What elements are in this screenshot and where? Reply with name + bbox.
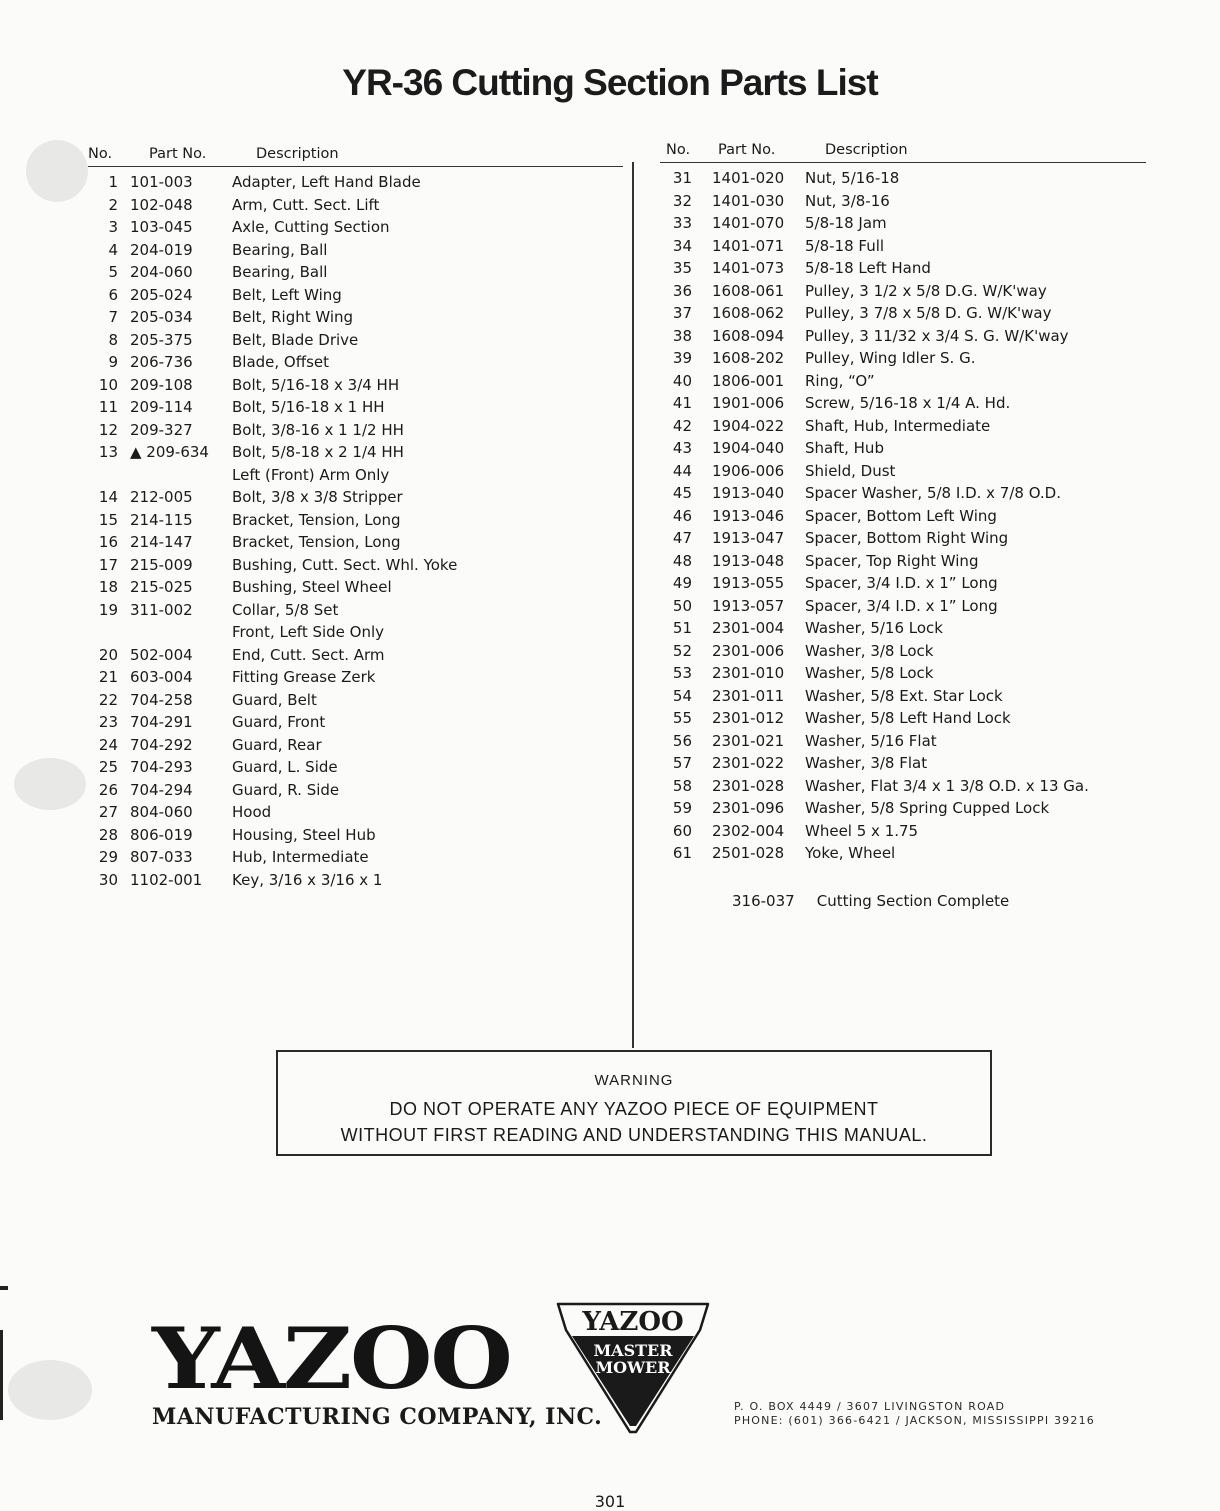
row-number: 1	[108, 173, 118, 191]
row-part-no: 1401-020	[712, 169, 785, 187]
row-part-no: 101-003	[130, 173, 193, 191]
row-number: 11	[98, 398, 118, 416]
row-description: Bearing, Ball	[232, 240, 328, 259]
row-part-no: 2301-028	[712, 776, 785, 795]
badge-line-2: MOWER	[595, 1358, 671, 1377]
table-row	[88, 533, 623, 556]
row-part-no: 603-004	[130, 668, 193, 686]
row-part-no: 2301-096	[712, 799, 785, 817]
row-description: Pulley, 3 7/8 x 5/8 D. G. W/K'way	[805, 304, 1052, 322]
row-number: 27	[98, 803, 118, 821]
binder-hole-middle	[14, 758, 86, 810]
page-title: YR-36 Cutting Section Parts List	[342, 62, 878, 103]
table-row	[88, 871, 623, 894]
row-part-no: 807-033	[130, 848, 193, 866]
row-part-no: 311-002	[130, 600, 193, 619]
complete-assembly-row	[732, 892, 1009, 910]
row-part-no: 1401-070	[712, 214, 785, 232]
table-row	[88, 466, 623, 489]
table-row	[660, 214, 1146, 237]
table-row	[660, 417, 1146, 440]
row-description: Bolt, 3/8-16 x 1 1/2 HH	[232, 420, 404, 439]
table-row	[660, 439, 1146, 462]
table-row	[660, 529, 1146, 552]
row-number: 10	[98, 375, 118, 394]
row-description: Spacer, Bottom Left Wing	[805, 506, 997, 525]
row-number: 31	[672, 169, 692, 187]
row-description: Spacer, Bottom Right Wing	[805, 529, 1009, 547]
row-number: 9	[108, 353, 118, 371]
row-description: Bolt, 5/16-18 x 1 HH	[232, 398, 385, 416]
row-description: Pulley, 3 11/32 x 3/4 S. G. W/K'way	[805, 326, 1069, 345]
row-number: 57	[672, 754, 692, 772]
row-description: Housing, Steel Hub	[232, 825, 376, 844]
row-description: Bolt, 3/8 x 3/8 Stripper	[232, 488, 403, 506]
header-no: No.	[666, 142, 691, 158]
row-part-no: 1401-071	[712, 236, 785, 255]
table-row	[88, 263, 623, 286]
header-part-no: Part No.	[718, 142, 776, 158]
row-part-no: 102-048	[130, 195, 193, 214]
table-row	[88, 691, 623, 714]
row-number: 26	[98, 780, 118, 799]
row-number: 50	[672, 596, 692, 615]
row-description: Washer, 5/8 Spring Cupped Lock	[805, 799, 1050, 817]
row-part-no: 1806-001	[712, 371, 785, 390]
row-part-no: 1608-202	[712, 349, 785, 367]
master-mower-badge	[550, 1300, 716, 1436]
table-row	[88, 578, 623, 601]
company-address	[734, 1400, 1095, 1428]
row-part-no: 215-025	[130, 578, 193, 596]
row-number: 13	[98, 443, 118, 461]
row-description: Washer, 3/8 Lock	[805, 641, 934, 660]
table-row	[88, 623, 623, 646]
row-part-no: 214-115	[130, 510, 193, 529]
table-row	[88, 556, 623, 579]
row-description: Shield, Dust	[805, 461, 896, 480]
table-row	[88, 398, 623, 421]
row-part-no: 209-114	[130, 398, 193, 416]
table-row	[660, 372, 1146, 395]
row-part-no: 204-060	[130, 263, 193, 281]
row-part-no: 1401-030	[712, 191, 785, 210]
table-row	[660, 822, 1146, 845]
row-part-no: 1906-006	[712, 461, 785, 480]
row-part-no: 1913-047	[712, 529, 785, 547]
row-part-no: 1904-040	[712, 439, 785, 457]
table-row	[660, 642, 1146, 665]
table-row	[660, 844, 1146, 867]
row-number: 40	[672, 371, 692, 390]
table-row	[88, 803, 623, 826]
row-number: 47	[672, 529, 692, 547]
address-line-2: PHONE: (601) 366-6421 / JACKSON, MISSISSIPPI 39216	[734, 1414, 1095, 1427]
table-row	[88, 286, 623, 309]
row-description: Bolt, 5/16-18 x 3/4 HH	[232, 375, 400, 394]
row-description: Shaft, Hub, Intermediate	[805, 416, 991, 435]
row-description: Spacer, Top Right Wing	[805, 551, 979, 570]
warning-line-1: DO NOT OPERATE ANY YAZOO PIECE OF EQUIPMENT	[389, 1099, 879, 1119]
row-description: Spacer, 3/4 I.D. x 1” Long	[805, 574, 998, 592]
table-row	[660, 507, 1146, 530]
row-number: 58	[672, 776, 692, 795]
row-description: Guard, R. Side	[232, 780, 340, 799]
table-row	[88, 308, 623, 331]
row-number: 28	[98, 825, 118, 844]
row-number: 53	[672, 664, 692, 682]
table-row	[660, 732, 1146, 755]
parts-table-left	[88, 146, 623, 893]
row-number: 25	[98, 758, 118, 776]
header-description: Description	[256, 146, 339, 162]
row-number: 2	[108, 195, 118, 214]
row-description: Shaft, Hub	[805, 439, 884, 457]
table-row	[660, 304, 1146, 327]
row-number: 55	[672, 709, 692, 727]
row-description: Spacer, 3/4 I.D. x 1” Long	[805, 596, 998, 615]
table-row	[660, 237, 1146, 260]
row-part-no: 206-736	[130, 353, 193, 371]
table-row	[88, 376, 623, 399]
row-part-no: 1608-094	[712, 326, 785, 345]
row-part-no: 205-034	[130, 308, 193, 326]
row-number: 56	[672, 731, 692, 750]
page-edge-mark	[0, 1330, 3, 1420]
row-description: Nut, 3/8-16	[805, 191, 890, 210]
table-row	[660, 619, 1146, 642]
row-description: Washer, 5/16 Flat	[805, 731, 937, 750]
row-description: Washer, 3/8 Flat	[805, 754, 928, 772]
row-description: 5/8-18 Full	[805, 236, 885, 255]
row-part-no: 704-258	[130, 690, 193, 709]
table-row	[88, 668, 623, 691]
row-part-no: 704-292	[130, 735, 193, 754]
header-no: No.	[88, 146, 113, 162]
row-part-no: 1913-048	[712, 551, 785, 570]
row-description: Bracket, Tension, Long	[232, 533, 401, 551]
row-description: Wheel 5 x 1.75	[805, 821, 919, 840]
row-number: 59	[672, 799, 692, 817]
row-part-no: 1904-022	[712, 416, 785, 435]
table-row	[88, 488, 623, 511]
row-part-no: 1608-062	[712, 304, 785, 322]
row-part-no: 209-327	[130, 420, 193, 439]
row-number: 17	[98, 555, 118, 574]
row-description: Collar, 5/8 Set	[232, 600, 339, 619]
row-part-no: 2301-012	[712, 709, 785, 727]
row-number: 8	[108, 330, 118, 349]
row-part-no: 1913-057	[712, 596, 785, 615]
row-number: 34	[672, 236, 692, 255]
row-description: Bearing, Ball	[232, 263, 328, 281]
table-row	[88, 353, 623, 376]
row-number: 45	[672, 484, 692, 502]
address-line-1: P. O. BOX 4449 / 3607 LIVINGSTON ROAD	[734, 1400, 1006, 1413]
table-row	[660, 552, 1146, 575]
row-description: Spacer Washer, 5/8 I.D. x 7/8 O.D.	[805, 484, 1061, 502]
table-row	[660, 799, 1146, 822]
row-description: Adapter, Left Hand Blade	[232, 173, 421, 191]
row-number: 51	[672, 619, 692, 637]
row-description: Ring, “O”	[805, 371, 875, 390]
table-row	[88, 781, 623, 804]
row-description: Washer, 5/16 Lock	[805, 619, 943, 637]
row-number: 39	[672, 349, 692, 367]
row-number: 29	[98, 848, 118, 866]
table-row	[88, 241, 623, 264]
parts-list-right	[660, 169, 1146, 867]
row-part-no: 704-294	[130, 780, 193, 799]
warning-heading: WARNING	[594, 1072, 674, 1089]
row-part-no: 212-005	[130, 488, 193, 506]
row-number: 37	[672, 304, 692, 322]
row-description: Hood	[232, 803, 272, 821]
row-number: 7	[108, 308, 118, 326]
page-number: 301	[594, 1492, 626, 1511]
row-description: Bracket, Tension, Long	[232, 510, 401, 529]
row-description: Key, 3/16 x 3/16 x 1	[232, 870, 383, 889]
row-part-no: ▲ 209-634	[130, 443, 209, 461]
row-number: 22	[98, 690, 118, 709]
row-part-no: 2301-011	[712, 686, 785, 705]
table-row	[88, 173, 623, 196]
table-row	[88, 848, 623, 871]
row-number: 24	[98, 735, 118, 754]
row-part-no: 215-009	[130, 555, 193, 574]
row-description: Bushing, Steel Wheel	[232, 578, 392, 596]
row-part-no: 2301-006	[712, 641, 785, 660]
row-description: Yoke, Wheel	[805, 844, 896, 862]
table-row	[660, 687, 1146, 710]
page-edge-mark	[0, 1286, 8, 1290]
header-part-no: Part No.	[149, 146, 207, 162]
row-description: Screw, 5/16-18 x 1/4 A. Hd.	[805, 394, 1011, 412]
table-row	[660, 754, 1146, 777]
row-part-no: 704-293	[130, 758, 193, 776]
row-description: Fitting Grease Zerk	[232, 668, 376, 686]
binder-hole-bottom	[8, 1360, 92, 1420]
row-part-no: 2301-022	[712, 754, 785, 772]
row-description: Washer, 5/8 Lock	[805, 664, 934, 682]
table-row	[660, 169, 1146, 192]
table-row	[660, 192, 1146, 215]
table-row	[88, 196, 623, 219]
warning-box	[276, 1050, 992, 1156]
row-description: Guard, Front	[232, 713, 326, 731]
row-description: Left (Front) Arm Only	[232, 465, 390, 484]
row-description: Pulley, 3 1/2 x 5/8 D.G. W/K'way	[805, 281, 1047, 300]
row-part-no: 502-004	[130, 645, 193, 664]
table-row	[660, 394, 1146, 417]
header-description: Description	[825, 142, 908, 158]
row-part-no: 209-108	[130, 375, 193, 394]
row-number: 3	[108, 218, 118, 236]
row-description: Belt, Blade Drive	[232, 330, 359, 349]
row-description: Washer, 5/8 Left Hand Lock	[805, 709, 1011, 727]
badge-line-1: MASTER	[593, 1341, 673, 1360]
complete-part-no: 316-037	[732, 892, 795, 910]
complete-description: Cutting Section Complete	[816, 892, 1010, 910]
logo-wordmark: YAZOO	[152, 1309, 511, 1408]
row-number: 12	[98, 420, 118, 439]
row-number: 61	[672, 844, 692, 862]
row-part-no: 1901-006	[712, 394, 785, 412]
row-part-no: 2302-004	[712, 821, 785, 840]
row-part-no: 2301-004	[712, 619, 785, 637]
row-description: Belt, Left Wing	[232, 285, 342, 304]
row-part-no: 1608-061	[712, 281, 785, 300]
table-row	[660, 462, 1146, 485]
row-part-no: 2501-028	[712, 844, 785, 862]
row-number: 18	[98, 578, 118, 596]
row-part-no: 806-019	[130, 825, 193, 844]
table-row	[88, 826, 623, 849]
row-part-no: 204-019	[130, 240, 193, 259]
row-part-no: 103-045	[130, 218, 193, 236]
row-number: 21	[98, 668, 118, 686]
row-number: 32	[672, 191, 692, 210]
row-description: End, Cutt. Sect. Arm	[232, 645, 385, 664]
row-part-no: 704-291	[130, 713, 193, 731]
row-number: 33	[672, 214, 692, 232]
row-number: 54	[672, 686, 692, 705]
row-number: 35	[672, 259, 692, 277]
table-row	[660, 282, 1146, 305]
row-description: Axle, Cutting Section	[232, 218, 390, 236]
table-row	[88, 736, 623, 759]
row-description: Guard, L. Side	[232, 758, 338, 776]
logo-subtitle: MANUFACTURING COMPANY, INC.	[152, 1404, 603, 1430]
table-row	[660, 709, 1146, 732]
row-description: Bushing, Cutt. Sect. Whl. Yoke	[232, 555, 458, 574]
row-description: Bolt, 5/8-18 x 2 1/4 HH	[232, 443, 404, 461]
warning-line-2: WITHOUT FIRST READING AND UNDERSTANDING THIS MANUAL.	[340, 1125, 928, 1145]
badge-top-text: YAZOO	[582, 1307, 684, 1337]
table-row	[88, 601, 623, 624]
row-description: Guard, Rear	[232, 735, 322, 754]
row-number: 48	[672, 551, 692, 570]
binder-hole-top	[26, 140, 88, 202]
table-row	[88, 443, 623, 466]
row-part-no: 804-060	[130, 803, 193, 821]
parts-table-right	[660, 142, 1146, 867]
table-row	[660, 664, 1146, 687]
row-part-no: 1913-040	[712, 484, 785, 502]
row-description: Washer, Flat 3/4 x 1 3/8 O.D. x 13 Ga.	[805, 776, 1089, 795]
row-number: 44	[672, 461, 692, 480]
table-row	[660, 777, 1146, 800]
row-number: 16	[98, 533, 118, 551]
column-divider	[632, 162, 634, 1048]
row-description: 5/8-18 Jam	[805, 214, 887, 232]
table-header	[88, 146, 623, 167]
table-row	[88, 713, 623, 736]
row-part-no: 1913-055	[712, 574, 785, 592]
table-row	[660, 327, 1146, 350]
row-number: 6	[108, 285, 118, 304]
row-number: 46	[672, 506, 692, 525]
row-number: 15	[98, 510, 118, 529]
row-part-no: 205-375	[130, 330, 193, 349]
company-logo	[152, 1309, 603, 1430]
row-number: 20	[98, 645, 118, 664]
row-number: 4	[108, 240, 118, 259]
row-number: 60	[672, 821, 692, 840]
table-row	[660, 574, 1146, 597]
row-number: 49	[672, 574, 692, 592]
table-row	[88, 646, 623, 669]
table-header	[660, 142, 1146, 163]
row-number: 14	[98, 488, 118, 506]
row-number: 23	[98, 713, 118, 731]
row-description: Guard, Belt	[232, 690, 317, 709]
table-row	[88, 218, 623, 241]
row-description: Arm, Cutt. Sect. Lift	[232, 195, 380, 214]
table-row	[88, 511, 623, 534]
row-description: 5/8-18 Left Hand	[805, 259, 931, 277]
row-number: 41	[672, 394, 692, 412]
table-row	[660, 259, 1146, 282]
row-part-no: 1401-073	[712, 259, 785, 277]
table-row	[660, 484, 1146, 507]
row-number: 52	[672, 641, 692, 660]
table-row	[88, 331, 623, 354]
row-description: Hub, Intermediate	[232, 848, 369, 866]
row-part-no: 2301-010	[712, 664, 785, 682]
row-part-no: 1102-001	[130, 870, 203, 889]
parts-list-left	[88, 173, 623, 893]
row-number: 38	[672, 326, 692, 345]
table-row	[88, 421, 623, 444]
row-description: Washer, 5/8 Ext. Star Lock	[805, 686, 1003, 705]
row-description: Front, Left Side Only	[232, 623, 385, 641]
row-number: 5	[108, 263, 118, 281]
row-number: 19	[98, 600, 118, 619]
row-number: 30	[98, 870, 118, 889]
row-number: 42	[672, 416, 692, 435]
row-part-no: 214-147	[130, 533, 193, 551]
table-row	[660, 597, 1146, 620]
row-part-no: 205-024	[130, 285, 193, 304]
table-row	[88, 758, 623, 781]
table-row	[660, 349, 1146, 372]
row-number: 43	[672, 439, 692, 457]
row-part-no: 2301-021	[712, 731, 785, 750]
row-description: Nut, 5/16-18	[805, 169, 900, 187]
row-description: Pulley, Wing Idler S. G.	[805, 349, 976, 367]
row-description: Blade, Offset	[232, 353, 330, 371]
row-description: Belt, Right Wing	[232, 308, 354, 326]
row-number: 36	[672, 281, 692, 300]
row-part-no: 1913-046	[712, 506, 785, 525]
